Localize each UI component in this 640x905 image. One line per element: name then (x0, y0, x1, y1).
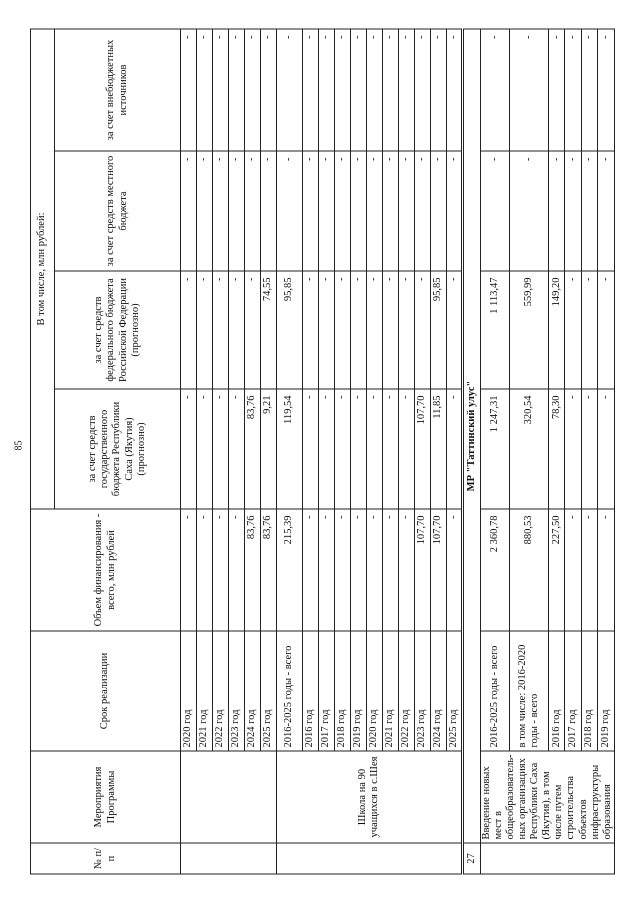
extra-cell: - (261, 29, 277, 151)
header-local: за счет средств местного бюджета (55, 151, 181, 271)
period-cell: 2018 год (335, 631, 351, 751)
section-number: 27 (463, 843, 481, 874)
extra-cell: - (245, 29, 261, 151)
extra-cell: - (335, 29, 351, 151)
extra-cell: - (399, 29, 415, 151)
local-cell: - (565, 151, 581, 271)
federal-cell: 1 113,47 (481, 271, 510, 389)
period-cell: 2021 год (383, 631, 399, 751)
total-cell: - (229, 509, 245, 631)
total-cell: - (181, 509, 197, 631)
state-cell: - (565, 389, 581, 509)
state-cell: - (447, 389, 463, 509)
event-cell (181, 751, 277, 843)
federal-cell: - (367, 271, 383, 389)
period-cell: 2020 год (367, 631, 383, 751)
local-cell: - (447, 151, 463, 271)
total-cell: - (213, 509, 229, 631)
state-cell: - (181, 389, 197, 509)
state-cell: 9,21 (261, 389, 277, 509)
page-number: 85 (13, 440, 25, 451)
state-cell: - (319, 389, 335, 509)
table-row (319, 29, 335, 874)
period-cell: 2018 год (581, 631, 597, 751)
state-cell: 1 247,31 (481, 389, 510, 509)
federal-cell: - (335, 271, 351, 389)
total-cell: - (598, 509, 614, 631)
total-cell: - (319, 509, 335, 631)
extra-cell: - (415, 29, 431, 151)
federal-cell: 95,85 (277, 271, 303, 389)
federal-cell: - (581, 271, 597, 389)
header-group: В том числе, млн рублей: (31, 29, 55, 509)
local-cell: - (229, 151, 245, 271)
total-cell: - (383, 509, 399, 631)
table-row (197, 29, 213, 874)
table-row (351, 29, 367, 874)
federal-cell: 95,85 (431, 271, 447, 389)
period-cell: 2022 год (213, 631, 229, 751)
local-cell: - (303, 151, 319, 271)
table-row (383, 29, 399, 874)
extra-cell: - (303, 29, 319, 151)
section-title: МР "Таттинский улус" (463, 29, 481, 843)
local-cell: - (509, 151, 548, 271)
federal-cell: - (319, 271, 335, 389)
federal-cell: - (447, 271, 463, 389)
table-row (431, 29, 447, 874)
period-cell: 2025 год (261, 631, 277, 751)
period-cell: 2021 год (197, 631, 213, 751)
period-cell: 2020 год (181, 631, 197, 751)
row-number-cell (481, 843, 615, 874)
extra-cell: - (181, 29, 197, 151)
state-cell: - (229, 389, 245, 509)
extra-cell: - (598, 29, 614, 151)
total-cell: - (335, 509, 351, 631)
period-cell: 2023 год (229, 631, 245, 751)
table-row (367, 29, 383, 874)
period-cell: 2024 год (431, 631, 447, 751)
total-cell: - (351, 509, 367, 631)
total-cell: 227,50 (548, 509, 564, 631)
event-cell: Школа на 90 учащихся в с.Шея (277, 751, 463, 843)
federal-cell: - (351, 271, 367, 389)
state-cell: - (303, 389, 319, 509)
extra-cell: - (229, 29, 245, 151)
local-cell: - (399, 151, 415, 271)
federal-cell: - (303, 271, 319, 389)
local-cell: - (261, 151, 277, 271)
header-extra: за счет внебюджетных источников (55, 29, 181, 151)
table-row (447, 29, 463, 874)
state-cell: 107,70 (415, 389, 431, 509)
federal-cell: - (565, 271, 581, 389)
local-cell: - (383, 151, 399, 271)
extra-cell: - (447, 29, 463, 151)
federal-cell: - (399, 271, 415, 389)
extra-cell: - (565, 29, 581, 151)
state-cell: - (399, 389, 415, 509)
row-number-cell (181, 843, 277, 874)
period-cell: 2019 год (351, 631, 367, 751)
state-cell: 11,85 (431, 389, 447, 509)
total-cell: 107,70 (415, 509, 431, 631)
state-cell: - (335, 389, 351, 509)
table-row (245, 29, 261, 874)
extra-cell: - (383, 29, 399, 151)
financing-table (30, 28, 615, 874)
period-cell: 2017 год (565, 631, 581, 751)
total-cell: 107,70 (431, 509, 447, 631)
total-cell: 83,76 (245, 509, 261, 631)
federal-cell: - (181, 271, 197, 389)
local-cell: - (415, 151, 431, 271)
header-period: Срок реализации (31, 631, 181, 751)
federal-cell: - (415, 271, 431, 389)
table-row (303, 29, 319, 874)
local-cell: - (481, 151, 510, 271)
local-cell: - (431, 151, 447, 271)
state-cell: 119,54 (277, 389, 303, 509)
federal-cell: - (197, 271, 213, 389)
table-row (548, 29, 564, 874)
federal-cell: - (383, 271, 399, 389)
extra-cell: - (548, 29, 564, 151)
state-cell: - (383, 389, 399, 509)
federal-cell: 74,55 (261, 271, 277, 389)
federal-cell: - (213, 271, 229, 389)
local-cell: - (367, 151, 383, 271)
period-cell: 2025 год (447, 631, 463, 751)
header-event: Мероприятия Программы (31, 751, 181, 843)
local-cell: - (351, 151, 367, 271)
extra-cell: - (481, 29, 510, 151)
total-cell: - (581, 509, 597, 631)
table-row (399, 29, 415, 874)
local-cell: - (181, 151, 197, 271)
extra-cell: - (213, 29, 229, 151)
local-cell: - (277, 151, 303, 271)
local-cell: - (581, 151, 597, 271)
row-number-cell (277, 843, 463, 874)
period-cell: 2016-2025 годы - всего (277, 631, 303, 751)
period-cell: 2024 год (245, 631, 261, 751)
total-cell: 215,39 (277, 509, 303, 631)
header-total: Объем финансирования - всего, млн рублей (31, 509, 181, 631)
period-cell: в том числе: 2016-2020 годы - всего (509, 631, 548, 751)
federal-cell: - (598, 271, 614, 389)
table-row (181, 29, 197, 874)
local-cell: - (598, 151, 614, 271)
table-row (581, 29, 597, 874)
table-row (277, 29, 303, 874)
header-federal: за счет средств федерального бюджета Российской Федерации (прогнозно) (55, 271, 181, 389)
total-cell: - (447, 509, 463, 631)
local-cell: - (213, 151, 229, 271)
table-row (481, 29, 510, 874)
local-cell: - (335, 151, 351, 271)
period-cell: 2016-2025 годы - всего (481, 631, 510, 751)
state-cell: - (367, 389, 383, 509)
period-cell: 2016 год (303, 631, 319, 751)
federal-cell: 149,20 (548, 271, 564, 389)
total-cell: - (197, 509, 213, 631)
table-row (335, 29, 351, 874)
period-cell: 2016 год (548, 631, 564, 751)
header-number: № п/п (31, 843, 181, 874)
extra-cell: - (581, 29, 597, 151)
rotated-table-page (30, 30, 613, 875)
state-cell: - (197, 389, 213, 509)
federal-cell: - (229, 271, 245, 389)
total-cell: - (399, 509, 415, 631)
period-cell: 2019 год (598, 631, 614, 751)
local-cell: - (548, 151, 564, 271)
table-row (229, 29, 245, 874)
local-cell: - (245, 151, 261, 271)
header-state: за счет средств государственного бюджета Республики Саха (Якутия) (прогнозно) (55, 389, 181, 509)
period-cell: 2022 год (399, 631, 415, 751)
section-row (463, 29, 481, 874)
local-cell: - (319, 151, 335, 271)
federal-cell: - (245, 271, 261, 389)
total-cell: 880,53 (509, 509, 548, 631)
local-cell: - (197, 151, 213, 271)
period-cell: 2023 год (415, 631, 431, 751)
table-row (261, 29, 277, 874)
total-cell: - (565, 509, 581, 631)
extra-cell: - (509, 29, 548, 151)
total-cell: 83,76 (261, 509, 277, 631)
extra-cell: - (319, 29, 335, 151)
extra-cell: - (197, 29, 213, 151)
state-cell: 83,76 (245, 389, 261, 509)
table-row (565, 29, 581, 874)
extra-cell: - (351, 29, 367, 151)
total-cell: - (303, 509, 319, 631)
federal-cell: 559,99 (509, 271, 548, 389)
state-cell: - (213, 389, 229, 509)
extra-cell: - (367, 29, 383, 151)
extra-cell: - (277, 29, 303, 151)
total-cell: 2 360,78 (481, 509, 510, 631)
table-row (415, 29, 431, 874)
state-cell: - (351, 389, 367, 509)
state-cell: 78,30 (548, 389, 564, 509)
event-cell: Введение новых мест в общеобразователь-ных организациях Республики Саха (Якутия), в том числе путем строительства объектов инфраструктуры образования (481, 751, 615, 843)
table-row (213, 29, 229, 874)
table-row (598, 29, 614, 874)
table-row (509, 29, 548, 874)
extra-cell: - (431, 29, 447, 151)
state-cell: 320,54 (509, 389, 548, 509)
total-cell: - (367, 509, 383, 631)
state-cell: - (581, 389, 597, 509)
state-cell: - (598, 389, 614, 509)
period-cell: 2017 год (319, 631, 335, 751)
